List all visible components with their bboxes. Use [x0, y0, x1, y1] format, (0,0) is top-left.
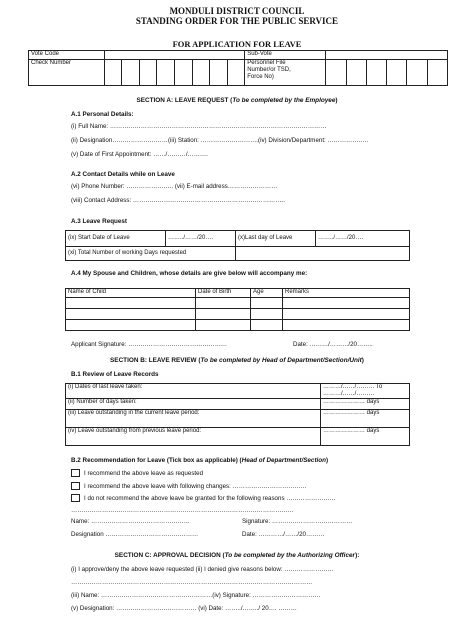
check-digit[interactable] — [227, 60, 245, 86]
check-number-label: Check Number — [29, 60, 105, 86]
child-cell[interactable] — [251, 320, 283, 331]
b1-heading: B.1 Review of Leave Records — [71, 371, 159, 378]
sub-vote-label: Sub-Vote — [245, 51, 326, 60]
section-c-title-italic: To be completed by the Authorizing Officer — [224, 552, 356, 559]
b-designation-line[interactable]: Designation ……………………………………… — [71, 531, 199, 538]
recommend-with-changes-checkbox[interactable] — [71, 482, 80, 490]
col-name-of-child: Name of Child — [66, 289, 196, 298]
b2-heading-text: B.2 Recommendation for Leave (Tick box as applicable) ( — [71, 457, 242, 464]
records-label: (iii) Leave outstanding in the current leave period: — [66, 409, 321, 427]
child-cell[interactable] — [283, 298, 410, 309]
a1-heading: A.1 Personal Details: — [71, 111, 134, 118]
section-c-title — [0, 552, 474, 559]
records-label: (i) Dates of last leave taken: — [66, 384, 321, 399]
b-date-line[interactable]: Date: …………/……/20……… — [242, 531, 325, 538]
check-digit[interactable] — [210, 60, 228, 86]
do-not-recommend-checkbox[interactable] — [71, 494, 80, 502]
applicant-signature-line[interactable]: Applicant Signature: ………………………………………… — [71, 341, 228, 348]
records-label: (iv) Leave outstanding from previous leave period: — [66, 427, 321, 445]
child-cell[interactable] — [196, 309, 251, 320]
col-date-of-birth: Date of Birth — [196, 289, 251, 298]
child-cell[interactable] — [66, 298, 196, 309]
records-label: (ii) Number of days taken: — [66, 398, 321, 409]
first-appointment-line[interactable]: (v) Date of First Appointment: ……/………/………. — [71, 151, 208, 158]
recommend-with-changes-label: I recommend the above leave with following changes: ……………………………… — [84, 483, 307, 490]
children-table — [65, 288, 410, 331]
personnel-file-text: Number/or TSD, — [247, 66, 291, 73]
start-date-value[interactable]: ……../……/20…. — [166, 231, 236, 247]
c-name-signature-line[interactable]: (iii) Name: ………………………………………………(iv) Signature: …………………………… — [71, 592, 321, 599]
codes-table — [28, 50, 448, 86]
file-digit[interactable] — [366, 60, 386, 86]
b2-heading-end: ) — [325, 457, 329, 464]
check-digit[interactable] — [139, 60, 157, 86]
personnel-file-text: Force No) — [247, 73, 274, 80]
b2-heading-italic: Head of Department/Section — [241, 457, 326, 464]
b2-heading — [71, 457, 328, 464]
a4-heading: A.4 My Spouse and Children, whose details are give below will accompany me: — [71, 270, 308, 277]
col-remarks: Remarks — [283, 289, 410, 298]
reasons-c-dotted-line[interactable]: ……………………………………………………………………………………………………… — [71, 579, 313, 586]
b-name-line[interactable]: Name: ………………………………………… — [71, 518, 190, 525]
designation-line[interactable]: (ii) Designation………………………(iii) Station: ……………………….(iv) Division/Department: ……………….. — [71, 137, 369, 144]
check-digit[interactable] — [122, 60, 140, 86]
phone-line[interactable]: (vi) Phone Number: ………………….. (vii) E-mail address…………………… — [71, 183, 278, 190]
child-cell[interactable] — [251, 298, 283, 309]
records-value[interactable]: ………………… days — [321, 409, 410, 427]
records-value[interactable]: ………/……/……… To ………/……/……… — [321, 384, 410, 399]
leave-records-table — [65, 383, 410, 446]
col-age: Age — [251, 289, 283, 298]
file-digit[interactable] — [427, 60, 447, 86]
section-a-title-italic: To be completed by the Employee — [232, 97, 336, 104]
check-digit[interactable] — [192, 60, 210, 86]
a2-heading: A.2 Contact Details while on Leave — [71, 171, 175, 178]
personnel-file-text: Personnel File — [247, 60, 286, 66]
child-cell[interactable] — [251, 309, 283, 320]
child-cell[interactable] — [283, 309, 410, 320]
reasons-dotted-line[interactable]: ……………………………………………………………………………………………… — [71, 507, 294, 514]
applicant-date-line[interactable]: Date: ………/………/20…….. — [293, 341, 373, 348]
b-signature-line[interactable]: Signature: ………………………………… — [242, 518, 353, 525]
records-value[interactable]: ………………… days — [321, 398, 410, 409]
file-digit[interactable] — [346, 60, 366, 86]
section-a-title-text: SECTION A: LEAVE REQUEST ( — [136, 97, 233, 104]
form-title: FOR APPLICATION FOR LEAVE — [172, 39, 302, 49]
file-digit[interactable] — [407, 60, 427, 86]
check-digit[interactable] — [174, 60, 192, 86]
recommend-as-requested-label: I recommend the above leave as requested — [84, 470, 204, 477]
child-cell[interactable] — [196, 320, 251, 331]
leave-request-table — [65, 230, 410, 261]
child-cell[interactable] — [66, 320, 196, 331]
child-cell[interactable] — [66, 309, 196, 320]
full-name-line[interactable]: (i) Full Name: …………………………………………………………………………………………… — [71, 123, 327, 130]
c-designation-date-line[interactable]: (v) Designation: ………………………………… (vi) Date: ……../……../ 20…. ……… — [71, 605, 297, 612]
sub-vote-field[interactable] — [326, 51, 448, 60]
check-digit[interactable] — [104, 60, 122, 86]
last-day-value[interactable]: ……../……/20…. — [316, 231, 410, 247]
do-not-recommend-label: I do not recommend the above leave be granted for the following reasons …………………… — [84, 495, 336, 502]
approve-deny-line[interactable]: (i) I approve/deny the above leave requested (ii) I denied give reasons below: …………………… — [71, 566, 334, 573]
child-cell[interactable] — [196, 298, 251, 309]
section-a-title — [0, 97, 474, 104]
section-c-title-text: SECTION C: APPROVAL DECISION ( — [114, 552, 225, 559]
vote-code-label: Vote Code — [29, 51, 105, 60]
records-value[interactable]: ………………… days — [321, 427, 410, 445]
a3-heading: A.3 Leave Request — [71, 218, 127, 225]
file-digit[interactable] — [326, 60, 346, 86]
section-c-title-end: ): — [355, 552, 360, 559]
council-title: MONDULI DISTRICT COUNCIL — [169, 6, 305, 16]
last-day-label: (x)Last day of Leave — [236, 231, 316, 247]
section-b-title — [0, 357, 474, 364]
check-digit[interactable] — [157, 60, 175, 86]
recommend-as-requested-checkbox[interactable] — [71, 469, 80, 477]
vote-code-field[interactable] — [104, 51, 245, 60]
start-date-label: (ix) Start Date of Leave — [66, 231, 166, 247]
total-days-label: (xi) Total Number of working Days requested — [66, 247, 236, 261]
total-days-value[interactable] — [236, 247, 410, 261]
section-b-title-end: ) — [361, 357, 364, 364]
section-a-title-end: ) — [335, 97, 338, 104]
section-b-title-text: SECTION B: LEAVE REVIEW ( — [110, 357, 201, 364]
file-digit[interactable] — [387, 60, 407, 86]
child-cell[interactable] — [283, 320, 410, 331]
address-line[interactable]: (viii) Contact Address: ……………………………………………………………….. — [71, 197, 285, 204]
section-b-title-italic: To be completed by Head of Department/Section/Unit — [200, 357, 362, 364]
standing-order-title: STANDING ORDER FOR THE PUBLIC SERVICE — [135, 16, 339, 26]
personnel-file-label — [245, 60, 326, 86]
